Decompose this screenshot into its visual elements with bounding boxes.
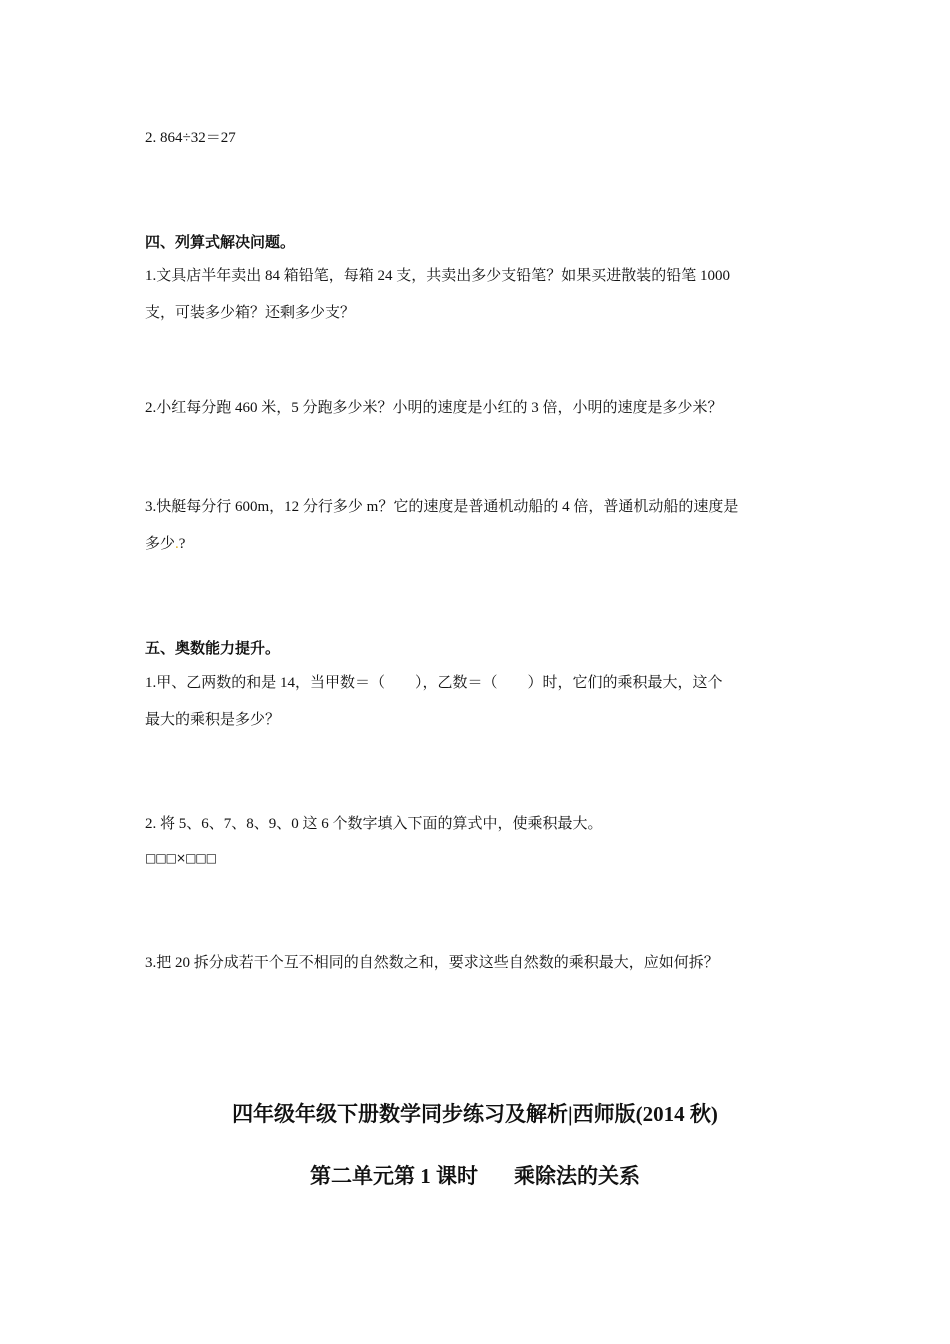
footer-subtitle-lesson: 第二单元第 1 课时 (310, 1164, 478, 1188)
section-5-q1-line1: 1.甲、乙两数的和是 14，当甲数＝（ ），乙数＝（ ）时，它们的乘积最大，这个 (145, 675, 723, 691)
section-4-q3-line2 (145, 534, 185, 554)
section-4-q1-line2: 支，可装多少箱？还剩多少支？ (145, 305, 356, 321)
section-4-q1-line1: 1.文具店半年卖出 84 箱铅笔，每箱 24 支，共卖出多少支铅笔？如果买进散装的铅笔 1000 (145, 268, 731, 284)
section-4-q3-qmark: ? (178, 536, 186, 552)
section-5-q1-line2: 最大的乘积是多少？ (145, 712, 281, 728)
section-4-q3-dot: . (175, 536, 179, 552)
footer-subtitle-topic: 乘除法的关系 (514, 1164, 640, 1188)
question-3-item-2: 2. 864÷32＝27 (145, 130, 236, 146)
section-4-heading: 四、列算式解决问题。 (145, 235, 296, 251)
section-5-heading: 五、奥数能力提升。 (145, 641, 281, 657)
section-5-q2: 2. 将 5、6、7、8、9、0 这 6 个数字填入下面的算式中，使乘积最大。 (145, 816, 603, 832)
section-4-q3-line1: 3.快艇每分行 600m，12 分行多少 m？它的速度是普通机动船的 4 倍，普通机动船的速度是 (145, 499, 739, 515)
section-5-q2-boxes: □□□×□□□ (145, 851, 217, 865)
section-5-q3: 3.把 20 拆分成若干个互不相同的自然数之和，要求这些自然数的乘积最大，应如何拆？ (145, 955, 719, 971)
section-4-q2: 2.小红每分跑 460 米，5 分跑多少米？小明的速度是小红的 3 倍，小明的速度是多少米？ (145, 400, 723, 416)
section-4-q3-text: 多少 (145, 536, 176, 552)
footer-title: 四年级年级下册数学同步练习及解析|西师版(2014 秋) (232, 1102, 718, 1126)
footer-subtitle (0, 1162, 950, 1190)
